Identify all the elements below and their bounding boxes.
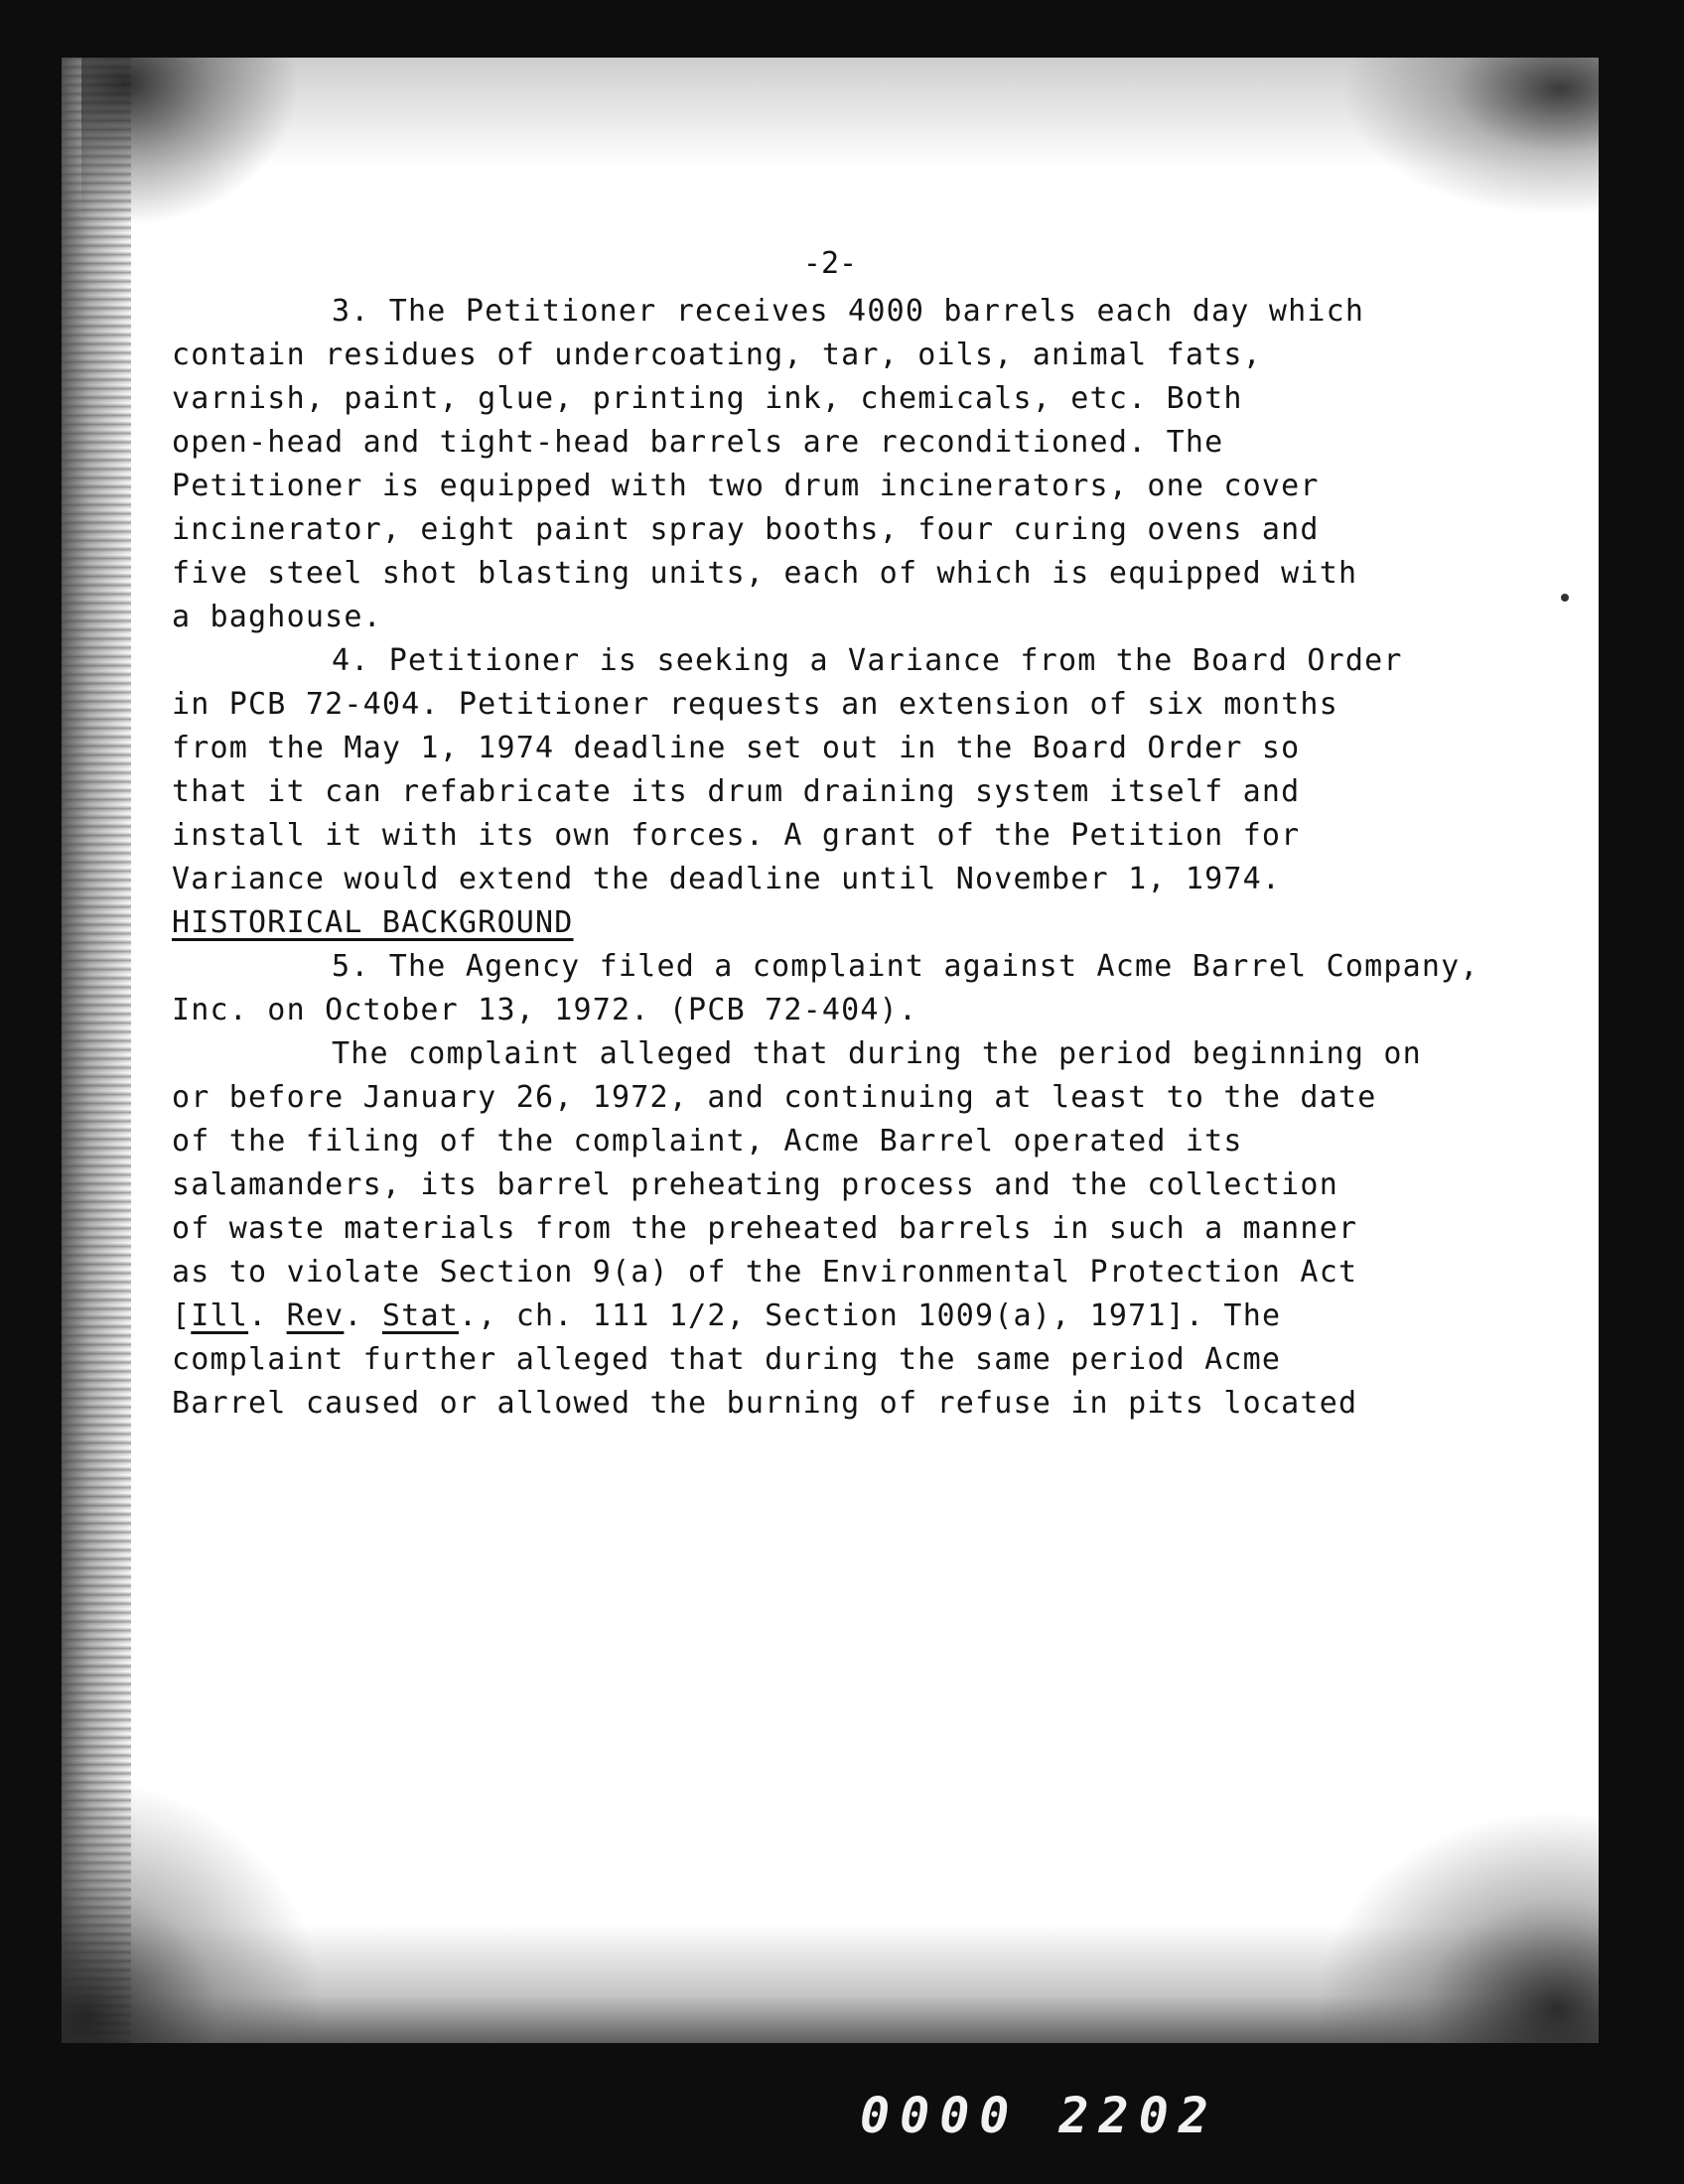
text-line: 4. Petitioner is seeking a Variance from the Board Order bbox=[332, 643, 1403, 678]
citation-rest: ., ch. 111 1/2, Section 1009(a), 1971]. The bbox=[458, 1298, 1282, 1333]
page-number: -2- bbox=[802, 246, 858, 281]
citation-rev: Rev bbox=[286, 1298, 345, 1333]
text-line: complaint further alleged that during the same period Acme bbox=[172, 1342, 1282, 1377]
scan-speck bbox=[1561, 594, 1569, 602]
text-line: Variance would extend the deadline until November 1, 1974. bbox=[172, 862, 1282, 896]
text-line: salamanders, its barrel preheating process and the collection bbox=[172, 1167, 1338, 1202]
text-line: in PCB 72-404. Petitioner requests an extension of six months bbox=[172, 687, 1338, 722]
scan-blot-top-right bbox=[1340, 58, 1599, 216]
scan-blot-bottom-left bbox=[62, 1785, 320, 2043]
citation-ill: Ill bbox=[191, 1298, 249, 1333]
text-line: 3. The Petitioner receives 4000 barrels each day which bbox=[332, 294, 1365, 329]
text-line: five steel shot blasting units, each of which is equipped with bbox=[172, 556, 1358, 591]
text-line: contain residues of undercoating, tar, oils, animal fats, bbox=[172, 338, 1262, 372]
scan-noise-left bbox=[62, 58, 131, 2043]
text-line: The complaint alleged that during the period beginning on bbox=[332, 1036, 1422, 1071]
text-line: from the May 1, 1974 deadline set out in the Board Order so bbox=[172, 731, 1301, 765]
scan-blot-bottom-right bbox=[1321, 1815, 1599, 2043]
text-line: install it with its own forces. A grant of the Petition for bbox=[172, 818, 1301, 853]
citation-dot: . bbox=[248, 1298, 287, 1333]
scan-blot-top-left bbox=[81, 58, 300, 226]
text-line: of the filing of the complaint, Acme Barrel operated its bbox=[172, 1124, 1243, 1159]
text-line: as to violate Section 9(a) of the Environmental Protection Act bbox=[172, 1255, 1358, 1290]
text-line: that it can refabricate its drum draining system itself and bbox=[172, 774, 1301, 809]
text-line: open-head and tight-head barrels are reconditioned. The bbox=[172, 425, 1224, 460]
text-line: a baghouse. bbox=[172, 600, 382, 634]
text-line: Petitioner is equipped with two drum incinerators, one cover bbox=[172, 469, 1320, 503]
citation-bracket: [ bbox=[172, 1298, 192, 1333]
citation-dot: . bbox=[344, 1298, 382, 1333]
text-line: incinerator, eight paint spray booths, four curing ovens and bbox=[172, 512, 1320, 547]
text-line: of waste materials from the preheated barrels in such a manner bbox=[172, 1211, 1358, 1246]
document-paper bbox=[62, 58, 1599, 2043]
text-line: 5. The Agency filed a complaint against Acme Barrel Company, bbox=[332, 949, 1479, 984]
citation-line bbox=[172, 1298, 1281, 1333]
text-line: Barrel caused or allowed the burning of refuse in pits located bbox=[172, 1386, 1358, 1421]
text-line: or before January 26, 1972, and continuing at least to the date bbox=[172, 1080, 1377, 1115]
citation-stat: Stat bbox=[381, 1298, 459, 1333]
text-line: Inc. on October 13, 1972. (PCB 72-404). bbox=[172, 993, 918, 1027]
section-heading: HISTORICAL BACKGROUND bbox=[172, 905, 574, 940]
document-id-stamp: 0000 2202 bbox=[860, 2087, 1218, 2144]
text-line: varnish, paint, glue, printing ink, chemicals, etc. Both bbox=[172, 381, 1243, 416]
